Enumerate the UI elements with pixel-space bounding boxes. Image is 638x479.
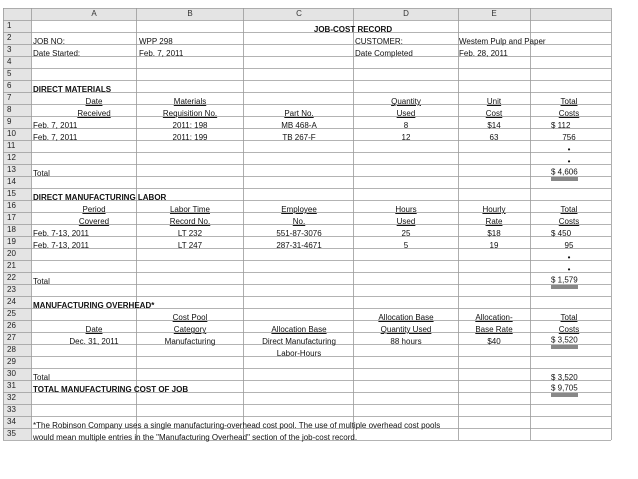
dm-header-materials: Materials [173, 97, 207, 106]
row-number[interactable]: 3 [7, 45, 12, 54]
row-number[interactable]: 14 [7, 177, 16, 186]
row-number[interactable]: 29 [7, 357, 16, 366]
dm-row1-total: $ 112 [551, 121, 571, 130]
row-number[interactable]: 23 [7, 285, 16, 294]
dl-row1-emp: 551-87-3076 [276, 229, 322, 238]
date-started-value: Feb. 7, 2011 [139, 49, 184, 58]
column-header-c[interactable]: C [296, 9, 302, 18]
spreadsheet [3, 8, 613, 456]
direct-labor-heading: DIRECT MANUFACTURING LABOR [33, 193, 167, 202]
row-number[interactable]: 13 [7, 165, 16, 174]
overhead-heading: MANUFACTURING OVERHEAD* [33, 301, 155, 310]
dl-row1-hours: 25 [401, 229, 411, 238]
row-number[interactable]: 27 [7, 333, 16, 342]
dl-header-used: Used [396, 217, 416, 226]
column-header-d[interactable]: D [403, 9, 409, 18]
dm-header-used: Used [396, 109, 416, 118]
footnote-line-2: would mean multiple entries in the "Manufacturing Overhead" section of the job-cost record. [33, 433, 358, 442]
dl-header-labor-time: Labor Time [169, 205, 211, 214]
oh-header-allocation-base: Allocation Base [271, 325, 327, 334]
dm-header-received: Received [77, 109, 111, 118]
customer-value: Westem Pulp and Paper [459, 37, 546, 46]
row-number[interactable]: 17 [7, 213, 16, 222]
dl-row2-period: Feb. 7-13, 2011 [33, 241, 89, 250]
dm-total-label: Total [33, 169, 50, 178]
dm-row2-unit: 63 [489, 133, 499, 142]
row-number[interactable]: 5 [7, 69, 12, 78]
row-number[interactable]: 20 [7, 249, 16, 258]
row-number[interactable]: 4 [7, 57, 12, 66]
oh-rate: $40 [487, 337, 501, 346]
date-completed-label: Date Completed [355, 49, 413, 58]
row-number[interactable]: 11 [7, 141, 16, 150]
row-number[interactable]: 8 [7, 105, 12, 114]
oh-header-quantity-used: Quantity Used [380, 325, 432, 334]
row-number[interactable]: 1 [7, 21, 12, 30]
oh-category: Manufacturing [164, 337, 216, 346]
dm-row1-req: 2011: 198 [172, 121, 208, 130]
dm-row2-part: TB 267-F [282, 133, 316, 142]
direct-materials-heading: DIRECT MATERIALS [33, 85, 112, 94]
dm-row2-total: 756 [562, 133, 576, 142]
column-header-a[interactable]: A [91, 9, 97, 18]
date-started-label: Date Started: [33, 49, 81, 58]
row-number[interactable]: 10 [7, 129, 16, 138]
dl-row1-record: LT 232 [177, 229, 203, 238]
dm-row1-qty: 8 [403, 121, 409, 130]
row-number[interactable]: 18 [7, 225, 16, 234]
dl-header-no: No. [292, 217, 306, 226]
oh-date: Dec. 31, 2011 [69, 337, 119, 346]
oh-total-label: Total [33, 373, 50, 382]
dm-header-total: Total [560, 97, 578, 106]
oh-total-row-value: $ 3,520 [551, 373, 578, 382]
job-no-label: JOB NO: [33, 37, 66, 46]
dm-header-unit: Unit [486, 97, 502, 106]
dl-header-period: Period [82, 205, 106, 214]
row-number[interactable]: 9 [7, 117, 12, 126]
oh-base-1: Direct Manufacturing [262, 337, 336, 346]
row-number[interactable]: 25 [7, 309, 16, 318]
row-number[interactable]: 24 [7, 297, 16, 306]
row-number[interactable]: 22 [7, 273, 16, 282]
row-number[interactable]: 26 [7, 321, 16, 330]
row-number[interactable]: 33 [7, 405, 16, 414]
dl-header-covered: Covered [78, 217, 110, 226]
dm-row2-qty: 12 [401, 133, 411, 142]
row-number[interactable]: 15 [7, 189, 16, 198]
row-number[interactable]: 21 [7, 261, 16, 270]
dm-row1-unit: $14 [487, 121, 501, 130]
row-number[interactable]: 32 [7, 393, 16, 402]
dm-header-cost: Cost [485, 109, 503, 118]
bottom-fade [0, 451, 638, 479]
dm-header-date: Date [85, 97, 103, 106]
dl-header-total: Total [560, 205, 578, 214]
dl-total-value: $ 1,579 [551, 276, 578, 289]
oh-quantity: 88 hours [390, 337, 422, 346]
dl-header-rate: Rate [485, 217, 503, 226]
dl-header-hourly: Hourly [482, 205, 506, 214]
dl-header-costs: Costs [558, 217, 580, 226]
oh-header-allocation: Allocation- [475, 313, 513, 322]
row-number[interactable]: 28 [7, 345, 16, 354]
job-no-value: WPP 298 [139, 37, 173, 46]
dl-header-hours: Hours [395, 205, 417, 214]
oh-header-base-rate: Base Rate [475, 325, 513, 334]
oh-header-category: Category [173, 325, 207, 334]
oh-total: $ 3,520 [551, 336, 578, 349]
oh-header-costs: Costs [558, 325, 580, 334]
row-number[interactable]: 31 [7, 381, 16, 390]
dl-row1-period: Feb. 7-13, 2011 [33, 229, 89, 238]
customer-label: CUSTOMER: [355, 37, 403, 46]
dm-row2-req: 2011: 199 [172, 133, 208, 142]
total-job-cost-value: $ 9,705 [551, 384, 578, 397]
dm-header-quantity: Quantity [391, 97, 421, 106]
dl-row2-emp: 287-31-4671 [276, 241, 322, 250]
oh-header-cost-pool: Cost Pool [172, 313, 208, 322]
oh-base-2: Labor-Hours [276, 349, 322, 358]
dl-row1-rate: $18 [487, 229, 501, 238]
row-number[interactable]: 6 [7, 81, 12, 90]
dm-header-costs: Costs [558, 109, 580, 118]
oh-header-total: Total [560, 313, 578, 322]
total-job-cost-label: TOTAL MANUFACTURING COST OF JOB [33, 385, 189, 394]
dl-ellipsis-dot-1: • [567, 253, 571, 262]
column-header-b[interactable]: B [187, 9, 193, 18]
dl-row2-record: LT 247 [177, 241, 203, 250]
dm-row2-date: Feb. 7, 2011 [33, 133, 78, 142]
dl-header-employee: Employee [281, 205, 317, 214]
dm-ellipsis-dot-2: • [567, 157, 571, 166]
date-completed-value: Feb. 28, 2011 [459, 49, 508, 58]
oh-header-date: Date [85, 325, 103, 334]
row-number[interactable]: 19 [7, 237, 16, 246]
dl-row1-total: $ 450 [551, 229, 572, 238]
job-cost-title: JOB-COST RECORD [313, 25, 393, 34]
dl-row2-rate: 19 [489, 241, 499, 250]
row-number[interactable]: 7 [7, 93, 12, 102]
row-number[interactable]: 16 [7, 201, 16, 210]
dm-row1-date: Feb. 7, 2011 [33, 121, 78, 130]
row-number[interactable]: 12 [7, 153, 16, 162]
oh-header-alloc-base-qty: Allocation Base [378, 313, 434, 322]
dm-ellipsis-dot-1: • [567, 145, 571, 154]
dl-total-label: Total [33, 277, 50, 286]
dl-header-record: Record No. [169, 217, 211, 226]
dl-row2-total: 95 [564, 241, 574, 250]
footnote-line-1: *The Robinson Company uses a single manufacturing-overhead cost pool. The use of multiple overhead cost pools [33, 421, 441, 430]
dm-header-part: Part No. [284, 109, 314, 118]
dm-row1-part: MB 468-A [281, 121, 317, 130]
dl-row2-hours: 5 [403, 241, 409, 250]
row-number[interactable]: 2 [7, 33, 12, 42]
row-number[interactable]: 30 [7, 369, 16, 378]
dl-ellipsis-dot-2: • [567, 265, 571, 274]
dm-header-requisition: Requisition No. [162, 109, 218, 118]
dm-total-value: $ 4,606 [551, 168, 578, 181]
row-number[interactable]: 34 [7, 417, 16, 426]
column-header-e[interactable]: E [491, 9, 497, 18]
row-number[interactable]: 35 [7, 429, 16, 438]
